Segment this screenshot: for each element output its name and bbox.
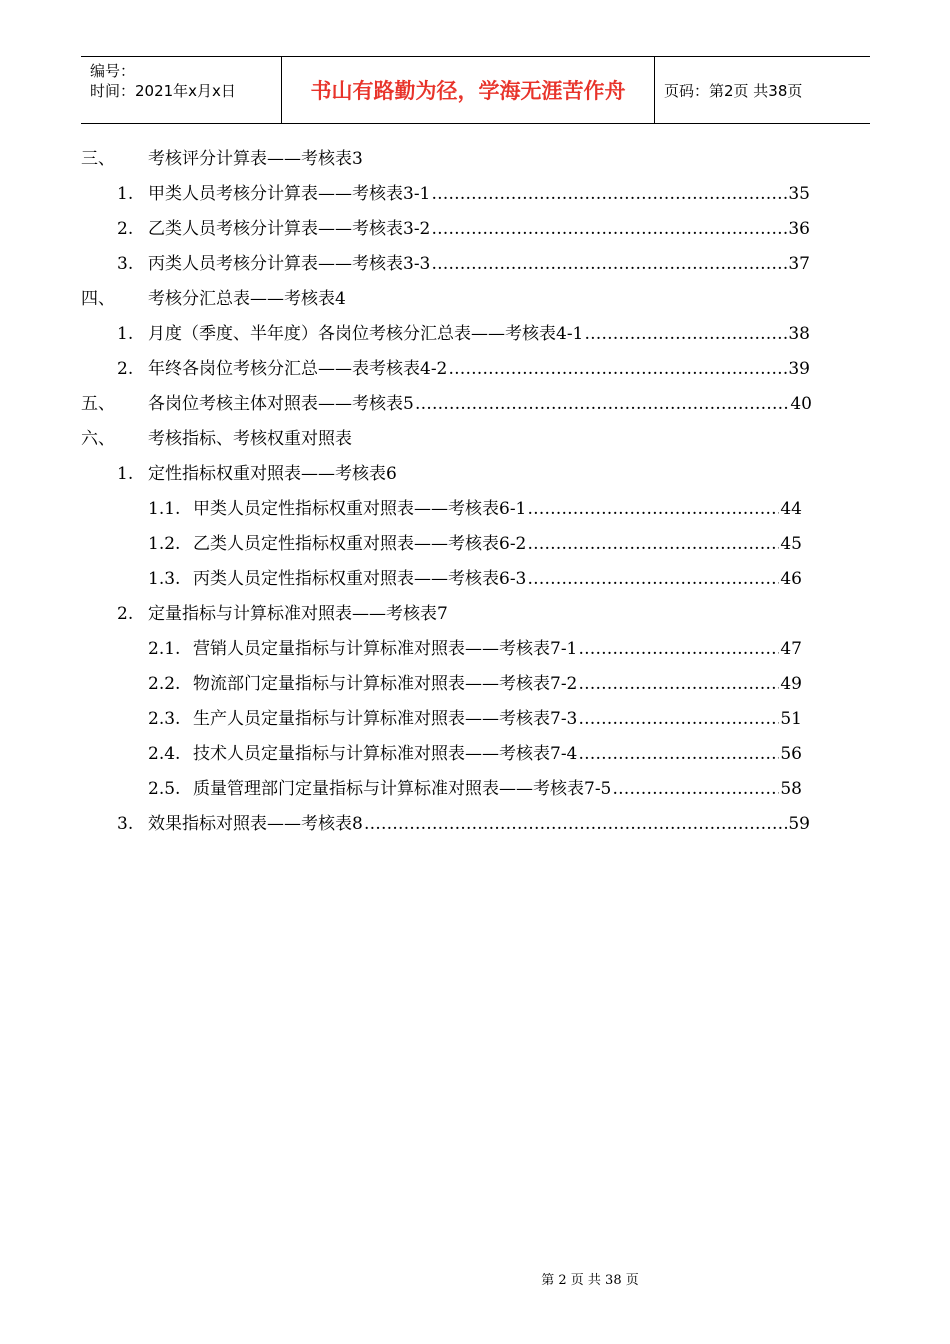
document-time-label: 时间：2021年x月x日 xyxy=(90,82,236,100)
toc-entry-page: 47 xyxy=(780,639,802,659)
toc-entry[interactable] xyxy=(117,251,810,277)
toc-entry-title: 生产人员定量指标与计算标准对照表——考核表7-3 xyxy=(193,709,578,729)
toc-entry-number: 六、 xyxy=(81,429,115,449)
page-header xyxy=(81,56,870,124)
toc-entry-number: 2. xyxy=(117,219,134,239)
toc-dot-leader xyxy=(415,391,790,417)
toc-dot-leader xyxy=(448,356,787,382)
toc-entry-title: 甲类人员考核分计算表——考核表3-1 xyxy=(148,184,431,204)
toc-entry-title: 年终各岗位考核分汇总——表考核表4-2 xyxy=(148,359,448,379)
toc-entry[interactable] xyxy=(81,146,800,172)
toc-entry[interactable] xyxy=(148,671,802,697)
toc-entry[interactable] xyxy=(117,321,810,347)
toc-entry-page: 59 xyxy=(788,814,810,834)
toc-dot-leader xyxy=(578,741,779,767)
toc-entry-page: 45 xyxy=(780,534,802,554)
toc-entry[interactable] xyxy=(148,636,802,662)
toc-entry-title: 甲类人员定性指标权重对照表——考核表6-1 xyxy=(193,499,527,519)
toc-entry-title: 考核分汇总表——考核表4 xyxy=(148,289,346,309)
toc-entry[interactable] xyxy=(117,461,800,487)
toc-dot-leader xyxy=(578,706,779,732)
toc-entry-title: 质量管理部门定量指标与计算标准对照表——考核表7-5 xyxy=(193,779,612,799)
toc-entry-page: 56 xyxy=(780,744,802,764)
toc-entry-number: 3. xyxy=(117,814,134,834)
toc-entry-page: 38 xyxy=(788,324,810,344)
toc-entry[interactable] xyxy=(148,741,802,767)
toc-entry-number: 2.2. xyxy=(148,674,181,694)
toc-entry-page: 37 xyxy=(788,254,810,274)
toc-entry-number: 3. xyxy=(117,254,134,274)
toc-entry-title: 技术人员定量指标与计算标准对照表——考核表7-4 xyxy=(193,744,578,764)
header-motto: 书山有路勤为径，学海无涯苦作舟 xyxy=(281,57,655,123)
toc-dot-leader xyxy=(364,811,788,837)
toc-entry-title: 月度（季度、半年度）各岗位考核分汇总表——考核表4-1 xyxy=(148,324,584,344)
toc-dot-leader xyxy=(527,531,779,557)
page-footer: 第 2 页 共 38 页 xyxy=(541,1273,639,1288)
toc-entry-number: 三、 xyxy=(81,149,115,169)
toc-dot-leader xyxy=(431,181,787,207)
toc-entry-title: 乙类人员定性指标权重对照表——考核表6-2 xyxy=(193,534,527,554)
toc-entry-page: 36 xyxy=(788,219,810,239)
toc-entry-page: 49 xyxy=(780,674,802,694)
toc-entry-title: 丙类人员定性指标权重对照表——考核表6-3 xyxy=(193,569,527,589)
toc-entry-number: 2.5. xyxy=(148,779,181,799)
toc-entry-number: 2. xyxy=(117,359,134,379)
toc-entry-title: 丙类人员考核分计算表——考核表3-3 xyxy=(148,254,431,274)
toc-dot-leader xyxy=(612,776,779,802)
toc-dot-leader xyxy=(527,496,779,522)
toc-entry-number: 2. xyxy=(117,604,134,624)
toc-entry-number: 1. xyxy=(117,464,134,484)
toc-entry[interactable] xyxy=(148,531,802,557)
toc-entry-number: 2.4. xyxy=(148,744,181,764)
toc-entry-title: 物流部门定量指标与计算标准对照表——考核表7-2 xyxy=(193,674,578,694)
header-meta xyxy=(81,57,281,123)
toc-entry-number: 1. xyxy=(117,324,134,344)
toc-entry[interactable] xyxy=(81,286,800,312)
toc-entry-page: 40 xyxy=(790,394,812,414)
toc-entry[interactable] xyxy=(117,181,810,207)
toc-entry[interactable] xyxy=(117,216,810,242)
toc-entry[interactable] xyxy=(148,566,802,592)
toc-entry[interactable] xyxy=(117,601,800,627)
toc-entry-number: 1.2. xyxy=(148,534,181,554)
toc-entry-page: 58 xyxy=(780,779,802,799)
toc-entry-page: 35 xyxy=(788,184,810,204)
toc-entry-page: 39 xyxy=(788,359,810,379)
toc-dot-leader xyxy=(431,216,787,242)
toc-entry[interactable] xyxy=(117,356,810,382)
toc-entry-title: 定性指标权重对照表——考核表6 xyxy=(148,464,397,484)
toc-entry-number: 2.3. xyxy=(148,709,181,729)
toc-entry-title: 考核指标、考核权重对照表 xyxy=(148,429,352,449)
toc-entry-title: 各岗位考核主体对照表——考核表5 xyxy=(148,394,414,414)
toc-entry-page: 46 xyxy=(780,569,802,589)
toc-dot-leader xyxy=(578,671,779,697)
toc-entry[interactable] xyxy=(117,811,810,837)
toc-dot-leader xyxy=(431,251,787,277)
toc-entry-number: 1.1. xyxy=(148,499,181,519)
toc-dot-leader xyxy=(584,321,787,347)
toc-entry[interactable] xyxy=(81,426,800,452)
toc-entry-number: 四、 xyxy=(81,289,115,309)
toc-entry-title: 考核评分计算表——考核表3 xyxy=(148,149,363,169)
toc-entry[interactable] xyxy=(148,706,802,732)
toc-entry-number: 1.3. xyxy=(148,569,181,589)
toc-entry[interactable] xyxy=(148,496,802,522)
header-page-info: 页码：第2页 共38页 xyxy=(664,81,803,100)
toc-entry-page: 51 xyxy=(780,709,802,729)
toc-entry-title: 效果指标对照表——考核表8 xyxy=(148,814,363,834)
toc-dot-leader xyxy=(527,566,779,592)
toc-entry-title: 定量指标与计算标准对照表——考核表7 xyxy=(148,604,448,624)
toc-entry-number: 2.1. xyxy=(148,639,181,659)
toc-entry-title: 乙类人员考核分计算表——考核表3-2 xyxy=(148,219,431,239)
toc-entry-number: 五、 xyxy=(81,394,115,414)
document-number-label: 编号： xyxy=(90,62,136,80)
toc-entry[interactable] xyxy=(81,391,812,417)
toc-entry[interactable] xyxy=(148,776,802,802)
toc-entry-title: 营销人员定量指标与计算标准对照表——考核表7-1 xyxy=(193,639,578,659)
toc-entry-page: 44 xyxy=(780,499,802,519)
toc-dot-leader xyxy=(578,636,779,662)
toc-entry-number: 1. xyxy=(117,184,134,204)
